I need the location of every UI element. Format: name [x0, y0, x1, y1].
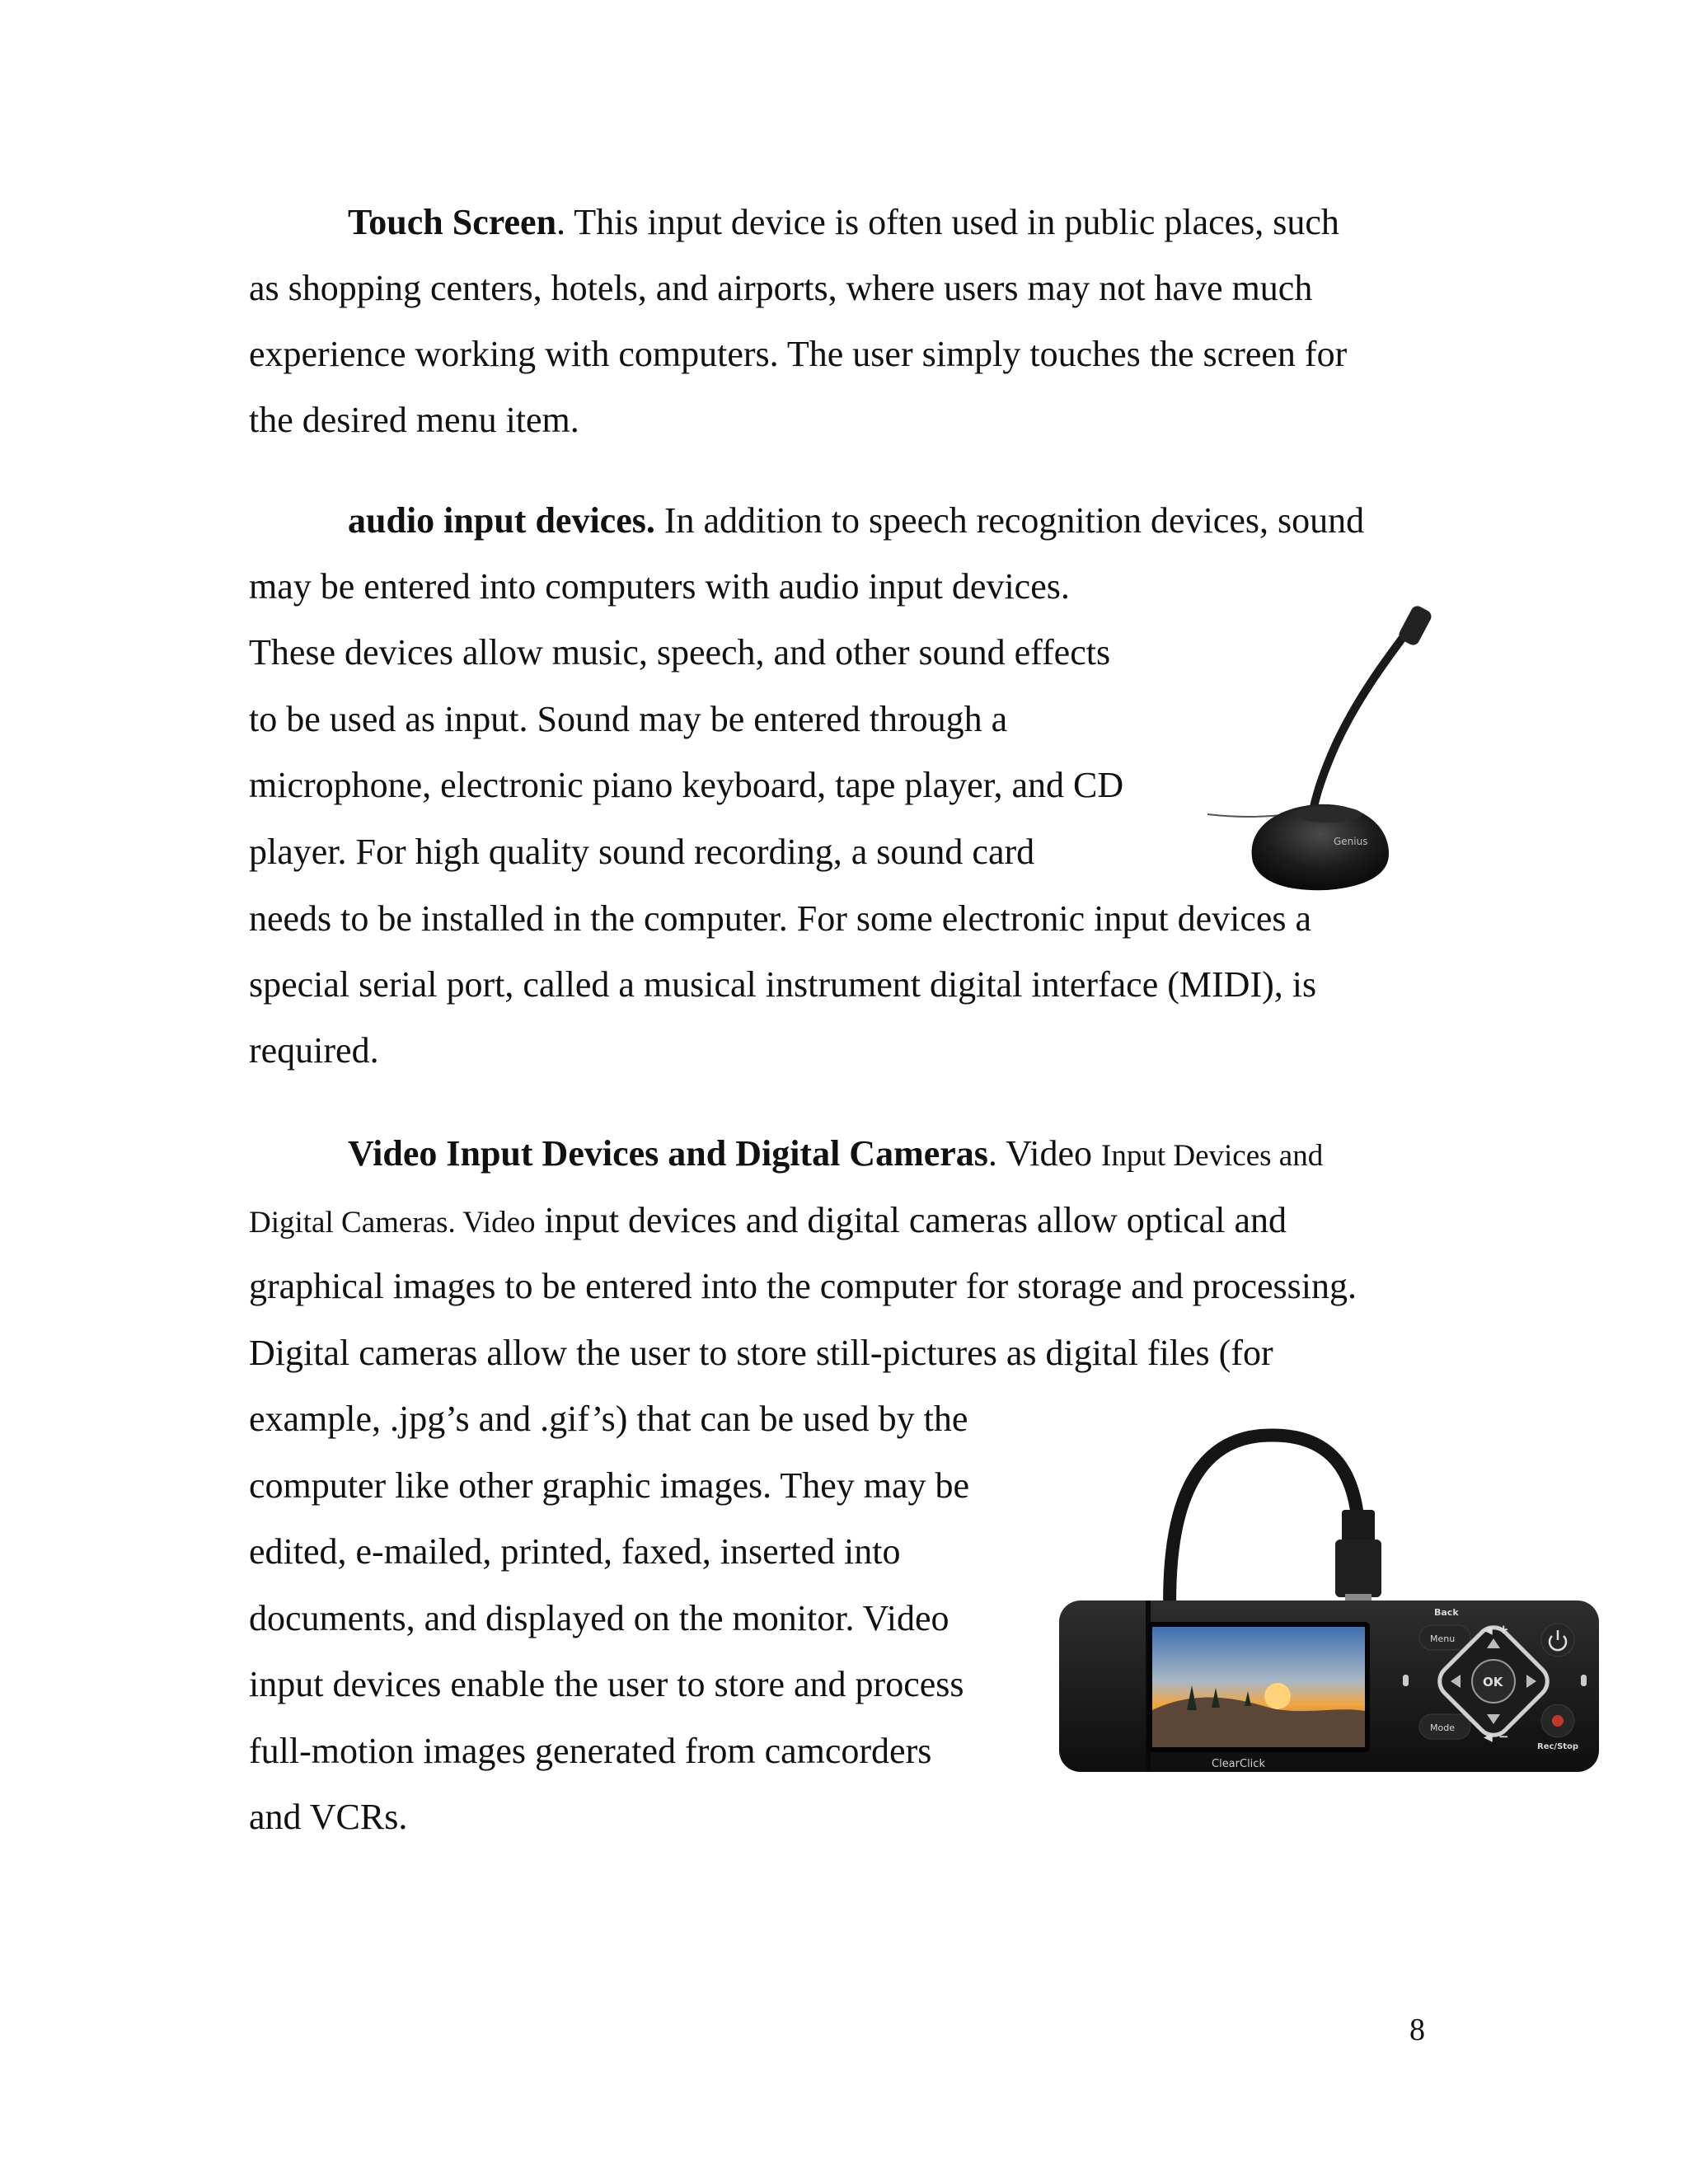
touch-title: Touch Screen: [348, 202, 557, 242]
audio-line-6: player. For high quality sound recording, a sound card: [249, 832, 1035, 872]
touch-line-4: the desired menu item.: [249, 400, 579, 440]
video-title: Video Input Devices and Digital Cameras: [348, 1133, 988, 1174]
touch-line-1: Touch Screen. This input device is often used in public places, such: [348, 202, 1339, 242]
microphone-image: [1203, 602, 1451, 898]
video-line-3: graphical images to be entered into the computer for storage and processing.: [249, 1266, 1357, 1306]
page-number: 8: [1409, 2013, 1425, 2047]
volume-up-label: +: [1498, 1622, 1509, 1637]
mic-brand-label: Genius: [1334, 836, 1368, 847]
video-line-10: full-motion images generated from camcorders: [249, 1731, 932, 1771]
audio-line-5: microphone, electronic piano keyboard, tape player, and CD: [249, 765, 1124, 805]
video-line-5: example, .jpg’s and .gif’s) that can be used by the: [249, 1399, 968, 1439]
audio-line-4: to be used as input. Sound may be entered through a: [249, 699, 1008, 739]
touch-line-2: as shopping centers, hotels, and airports, where users may not have much: [249, 268, 1313, 308]
video-line-4: Digital cameras allow the user to store still-pictures as digital files (for: [249, 1333, 1273, 1373]
video-line-9: input devices enable the user to store and process: [249, 1664, 964, 1704]
video-line-6: computer like other graphic images. They may be: [249, 1465, 970, 1506]
audio-line-3: These devices allow music, speech, and other sound effects: [249, 632, 1111, 673]
video-line-1: Video Input Devices and Digital Cameras. Video Input Devices and: [348, 1133, 1324, 1174]
rec-stop-label: Rec/Stop: [1537, 1742, 1579, 1751]
svg-text:◀: ◀: [1484, 1731, 1493, 1744]
video-line-11: and VCRs.: [249, 1797, 408, 1837]
audio-title: audio input devices.: [348, 500, 655, 541]
audio-line-8: special serial port, called a musical instrument digital interface (MIDI), is: [249, 964, 1317, 1005]
mode-label: Mode: [1430, 1722, 1455, 1733]
ok-label: OK: [1483, 1675, 1503, 1690]
volume-down-label: −: [1498, 1729, 1509, 1744]
back-label: Back: [1434, 1607, 1459, 1618]
svg-text:◀: ◀: [1484, 1624, 1493, 1637]
video-line-8: documents, and displayed on the monitor. Video: [249, 1598, 950, 1638]
video-capture-device-image: [1055, 1418, 1615, 1780]
video-line-2: Digital Cameras. Video input devices and digital cameras allow optical and: [249, 1200, 1287, 1240]
touch-line-3: experience working with computers. The user simply touches the screen for: [249, 334, 1348, 374]
menu-label: Menu: [1430, 1633, 1456, 1644]
audio-line-1: audio input devices. In addition to speech recognition devices, sound: [348, 500, 1365, 541]
audio-line-2: may be entered into computers with audio input devices.: [249, 566, 1070, 607]
video-line-7: edited, e-mailed, printed, faxed, inserted into: [249, 1531, 901, 1572]
audio-line-7: needs to be installed in the computer. For some electronic input devices a: [249, 898, 1312, 939]
capture-brand-label: ClearClick: [1212, 1758, 1265, 1770]
audio-line-9: required.: [249, 1030, 379, 1071]
